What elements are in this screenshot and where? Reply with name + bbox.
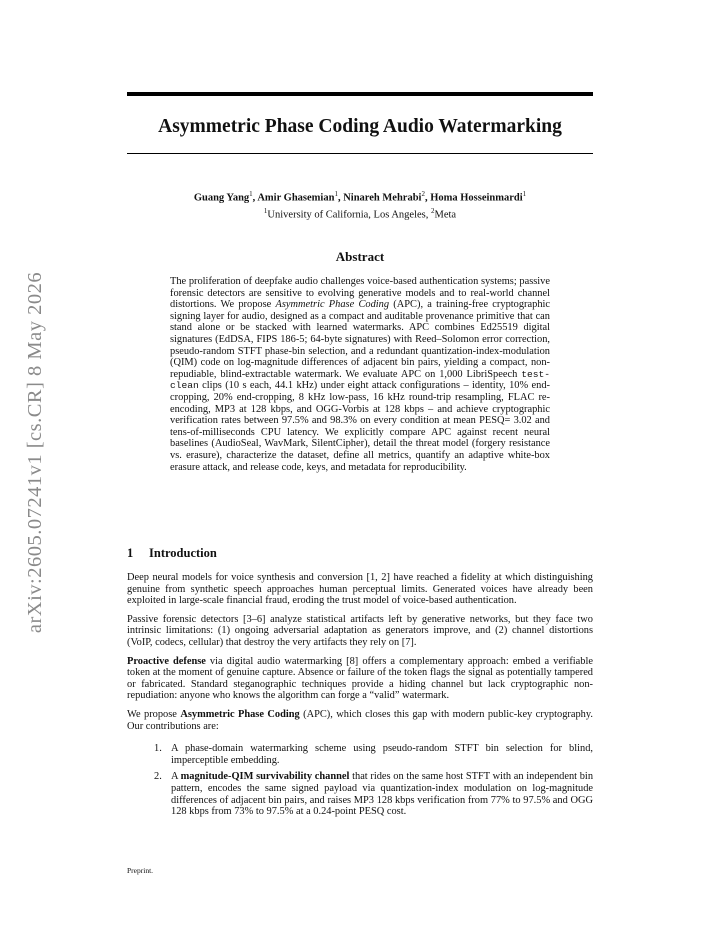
arxiv-identifier-text: arXiv:2605.07241v1 [cs.CR] 8 May 2026 [24, 271, 47, 633]
paragraph: Proactive defense via digital audio watermarking [8] offers a complementary approach: embed a verifiable token at the moment of genuine capture. Absence or failure of the token flags the signal as potentially tampered or fabricated. Standard steganographic techniques provide a hiding channel but lack cryptographic non-repudiation: anyone who knows the algorithm can forge a “valid” watermark. [127, 655, 593, 702]
section-heading-introduction [127, 546, 593, 561]
bold-term: Asymmetric Phase Coding [180, 708, 300, 720]
list-item: 2. A magnitude-QIM survivability channel that rides on the same host STFT with an independent bin pattern, encodes the same signed payload via quantization-index modulation on log-magnitude differences of adjacent bin pairs, and raises MP3 128 kbps verification from 77% to 97.5% and OGG 128 kbps from 73% to 97.5% at a 0.24-point PESQ cost. [154, 771, 594, 818]
affiliation-ucla: University of California, Los Angeles, [267, 209, 429, 220]
paragraph: We propose Asymmetric Phase Coding (APC), which closes this gap with modern public-key cryptography. Our contributions are: [127, 708, 593, 732]
author-affiliations [127, 205, 593, 222]
affiliation-marker: 2 [421, 190, 425, 198]
affiliation-marker: 1 [334, 190, 338, 198]
title-top-rule [127, 92, 593, 96]
author-name: Guang Yang [193, 192, 250, 204]
author-name: Homa Hosseinmardi [430, 192, 523, 204]
abstract-heading: Abstract [335, 249, 385, 264]
section-number: 1 [127, 546, 134, 560]
list-item: 1. A phase-domain watermarking scheme using pseudo-random STFT bin selection for blind, imperceptible embedding. [154, 743, 593, 766]
preprint-footnote: Preprint. [127, 866, 154, 875]
affiliation-marker: 1 [522, 190, 527, 198]
method-name-emphasis: Asymmetric Phase Coding [275, 299, 390, 311]
author-block [127, 188, 593, 221]
section-title: Introduction [149, 546, 217, 560]
bold-term: magnitude-QIM survivability channel [180, 771, 350, 783]
title-bottom-rule [127, 153, 593, 154]
paragraph: Passive forensic detectors [3–6] analyze statistical artifacts left by generative networks, but they face two intrinsic limitations: (1) ongoing adversarial adaptation as generators improve, and (2) channel distortions (VoIP, codecs, cellular) that destroy the very artifacts they rely on [7]. [127, 613, 593, 648]
contributions-list [127, 743, 593, 818]
author-name: Amir Ghasemian [257, 192, 335, 204]
paper-title: Asymmetric Phase Coding Audio Watermarking [158, 116, 562, 137]
affiliation-marker: 1 [249, 190, 253, 198]
affiliation-marker: 2 [431, 206, 435, 215]
introduction-body [127, 572, 593, 823]
bold-term: Proactive defense [127, 655, 206, 667]
affiliation-marker: 1 [263, 206, 268, 215]
paragraph: Deep neural models for voice synthesis and conversion [1, 2] have reached a fidelity at which distinguishing genuine from synthetic speech approaches human perceptual limits. Generated voices have already been exploited in large-scale financial fraud, eroding the trust model of voice-based authentication. [127, 572, 593, 607]
author-name: Ninareh Mehrabi [343, 192, 422, 204]
list-marker: 2. [154, 771, 162, 783]
affiliation-meta: Meta [434, 209, 457, 220]
list-marker: 1. [154, 743, 162, 755]
author-names: Guang Yang$^1$, Amir Ghasemian$^1$, Ninareh Mehrabi$^2$, Homa Hosseinmardi$^1$ [193, 190, 527, 204]
arxiv-identifier[interactable] [6, 262, 66, 642]
dataset-split-code: test-clean [170, 368, 550, 392]
abstract-text: The proliferation of deepfake audio challenges voice-based authentication systems; passive forensic detectors are sensitive to evolving generative models and to real-world channel distortions. We propose Asymmetric Phase Coding (APC), a training-free cryptographic signing layer for audio, designed as a compact and auditable provenance primitive that can stand alone or be stacked with learned watermarks. APC combines Ed25519 digital signatures (EdDSA, FIPS 186-5; 64-byte signatures) with Reed–Solomon error correction, pseudo-random STFT phase-bin selection, and a redundant quantization-index-modulation (QIM) code on log-magnitude differences of adjacent bin pairs, yielding a compact, non-repudiable, blind-extractable watermark. We evaluate APC on 1,000 LibriSpeech test-clean clips (10 s each, 44.1 kHz) under eight attack configurations – identity, 10% end-cropping, 20% end-cropping, 8 kHz low-pass, 16 kHz round-trip resampling, FLAC re-encoding, MP3 at 128 kbps, and OGG-Vorbis at 128 kbps – and achieve cryptographic verification rates between 97.5% and 98.3% on every condition at mean PESQ= 3.02 and tens-of-milliseconds CPU latency. We explicitly compare APC against recent neural baselines (AudioSeal, WavMark, SilentCipher), detail the threat model (forgery resistance vs. erasure), characterize the dataset, define all metrics, quantify an adaptive white-box erasure attack, and release code, keys, and metadata for reproducibility. [170, 276, 551, 473]
